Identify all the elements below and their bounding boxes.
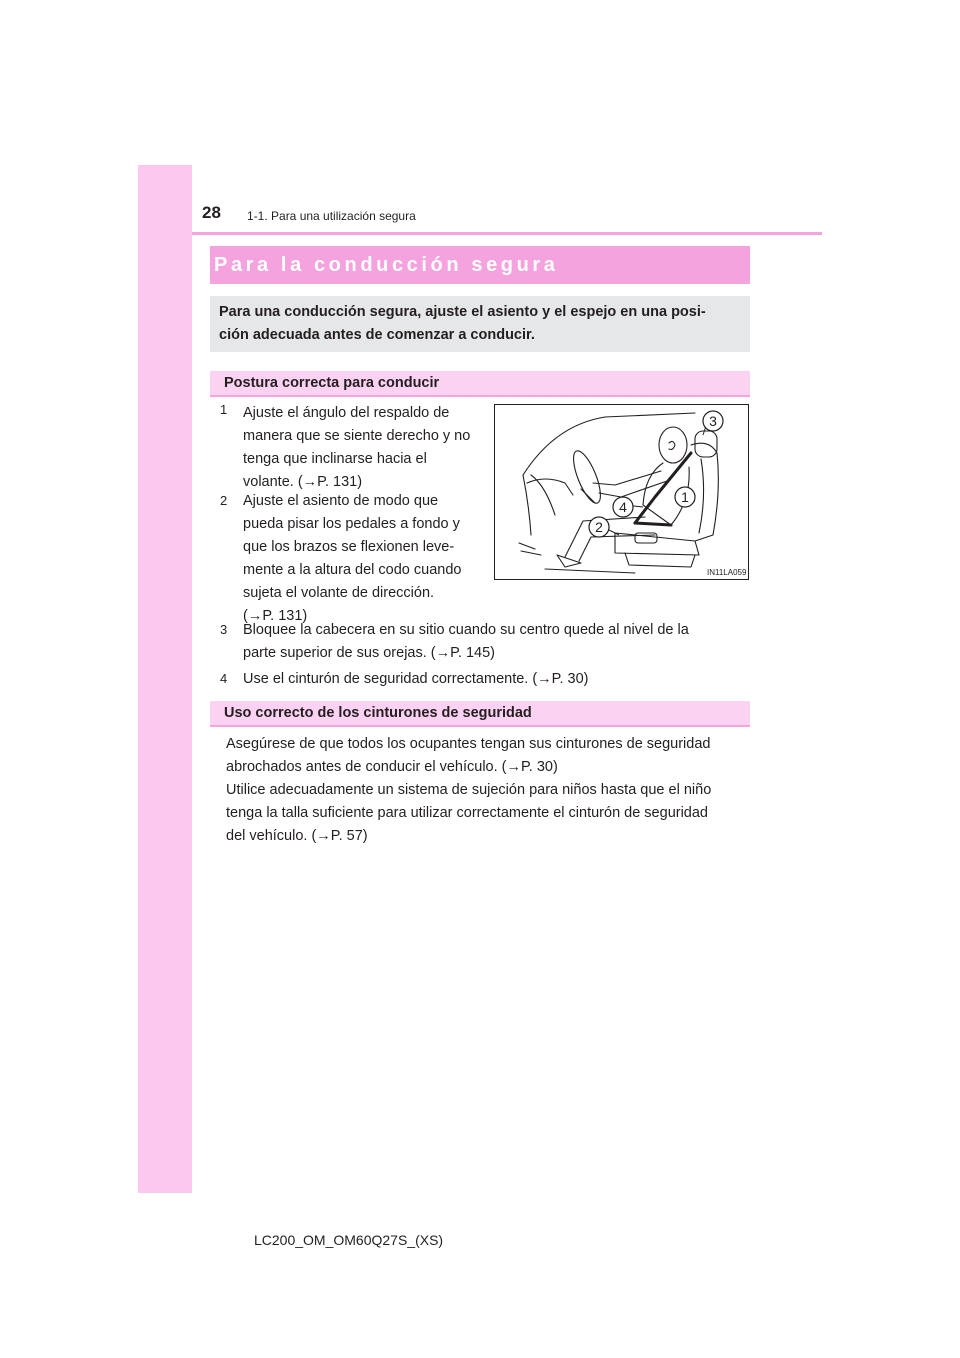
text-line: pueda pisar los pedales a fondo y bbox=[243, 516, 460, 532]
intro-line-2: ción adecuada antes de comenzar a conducir. bbox=[219, 327, 535, 343]
text-line: Utilice adecuadamente un sistema de sujeción para niños hasta que el niño bbox=[226, 782, 712, 798]
text-line: manera que se siente derecho y no bbox=[243, 428, 471, 444]
seatbelt-text bbox=[226, 733, 746, 848]
item-number-2: 2 bbox=[220, 493, 228, 508]
header-divider bbox=[192, 232, 822, 235]
posture-heading: Postura correcta para conducir bbox=[210, 371, 750, 397]
seated-driver-drawing bbox=[495, 405, 748, 579]
intro-line-1: Para una conducción segura, ajuste el asiento y el espejo en una posi- bbox=[219, 304, 706, 320]
intro-box bbox=[210, 296, 750, 352]
callout-label: 3 bbox=[709, 413, 717, 429]
text-line: del vehículo. (→P. 57) bbox=[226, 828, 368, 844]
text-line: abrochados antes de conducir el vehículo. (→P. 30) bbox=[226, 759, 558, 775]
side-tab-band bbox=[138, 165, 192, 1193]
item-number-3: 3 bbox=[220, 622, 228, 637]
document-code-footer: LC200_OM_OM60Q27S_(XS) bbox=[254, 1232, 444, 1248]
text-line: Ajuste el asiento de modo que bbox=[243, 493, 439, 509]
callout-label: 4 bbox=[619, 499, 627, 515]
callout-4 bbox=[613, 497, 633, 517]
posture-item-2 bbox=[243, 490, 478, 628]
text-line: mente a la altura del codo cuando bbox=[243, 562, 462, 578]
text-line: Asegúrese de que todos los ocupantes tengan sus cinturones de seguridad bbox=[226, 736, 711, 752]
text-line: tenga la talla suficiente para utilizar correctamente el cinturón de seguridad bbox=[226, 805, 708, 821]
callout-label: 1 bbox=[681, 489, 689, 505]
figure-code: IN11LA059 bbox=[707, 568, 747, 577]
text-line: parte superior de sus orejas. (→P. 145) bbox=[243, 645, 496, 661]
driving-posture-illustration bbox=[494, 404, 749, 580]
callout-2 bbox=[589, 517, 609, 537]
text-line: Use el cinturón de seguridad correctamente. (→P. 30) bbox=[243, 671, 589, 687]
seatbelt-heading: Uso correcto de los cinturones de seguridad bbox=[210, 701, 750, 727]
text-line: volante. (→P. 131) bbox=[243, 474, 363, 490]
callout-3 bbox=[703, 411, 723, 431]
page-title: Para la conducción segura bbox=[210, 246, 750, 284]
text-line: (→P. 131) bbox=[243, 608, 308, 624]
posture-item-3 bbox=[243, 619, 746, 665]
posture-item-4 bbox=[243, 668, 746, 691]
text-line: tenga que inclinarse hacia el bbox=[243, 451, 427, 467]
posture-item-1 bbox=[243, 402, 478, 494]
item-number-4: 4 bbox=[220, 671, 228, 686]
section-title: 1-1. Para una utilización segura bbox=[247, 209, 416, 223]
text-line: Ajuste el ángulo del respaldo de bbox=[243, 405, 450, 421]
text-line: que los brazos se flexionen leve- bbox=[243, 539, 455, 555]
text-line: sujeta el volante de dirección. bbox=[243, 585, 435, 601]
text-line: Bloquee la cabecera en su sitio cuando su centro quede al nivel de la bbox=[243, 622, 689, 638]
callout-label: 2 bbox=[595, 519, 603, 535]
item-number-1: 1 bbox=[220, 402, 228, 417]
callout-1 bbox=[675, 487, 695, 507]
page-number: 28 bbox=[202, 203, 221, 222]
